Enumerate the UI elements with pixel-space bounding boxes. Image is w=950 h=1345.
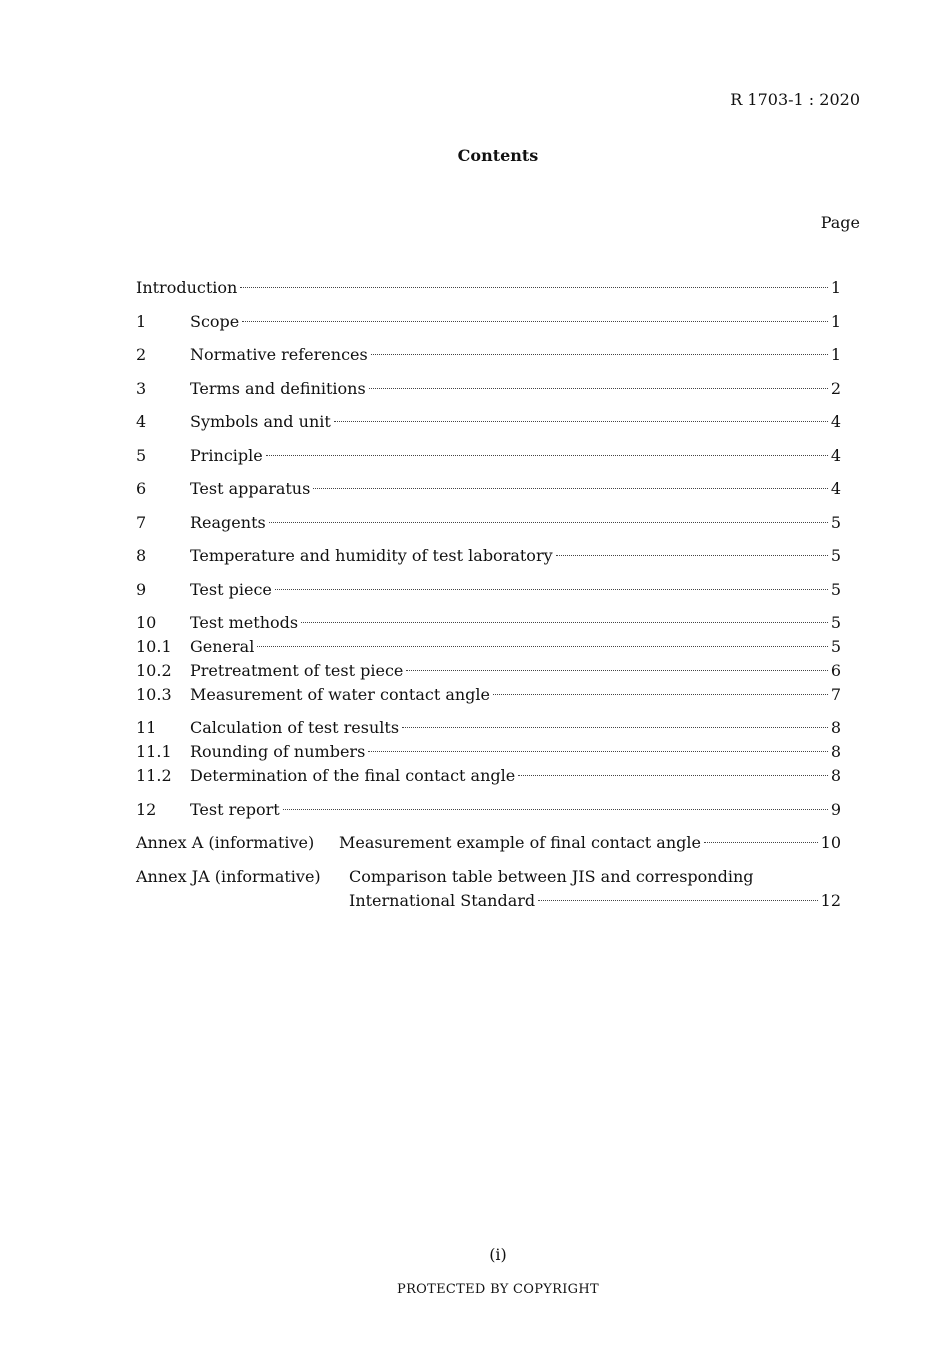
toc-entry-label: Measurement of water contact angle	[190, 685, 491, 704]
toc-entry-page: 8	[830, 742, 841, 761]
toc-entry-number: 3	[136, 379, 147, 398]
toc-entry-label: Normative references	[190, 345, 368, 364]
toc-entry[interactable]	[136, 612, 841, 634]
dot-leader	[266, 455, 828, 456]
toc-entry-number: 10.2	[136, 661, 172, 680]
dot-leader	[334, 421, 828, 422]
toc-entry[interactable]	[136, 799, 841, 821]
toc-entry-label: Test piece	[190, 580, 272, 599]
toc-entry[interactable]	[136, 311, 841, 333]
toc-entry-number: 12	[136, 800, 157, 819]
toc-annex-entry-continued[interactable]	[349, 890, 841, 912]
toc-entry-label: Symbols and unit	[190, 412, 331, 431]
toc-entry[interactable]	[136, 445, 841, 467]
toc-entry-page: 9	[830, 800, 841, 819]
toc-entry[interactable]	[136, 344, 841, 366]
toc-entry-page: 5	[830, 637, 841, 656]
toc-annex-entry[interactable]	[136, 832, 841, 854]
toc-entry-number: 8	[136, 546, 147, 565]
dot-leader	[301, 622, 828, 623]
dot-leader	[704, 842, 818, 843]
toc-entry[interactable]	[136, 684, 841, 706]
toc-entry[interactable]	[136, 411, 841, 433]
dot-leader	[275, 589, 828, 590]
toc-entry-page: 4	[830, 479, 841, 498]
toc-entry-number: 5	[136, 446, 147, 465]
toc-annex-entry[interactable]	[136, 866, 349, 888]
dot-leader	[371, 354, 828, 355]
toc-entry-number: 9	[136, 580, 147, 599]
annex-title-line1: Comparison table between JIS and corresponding	[349, 867, 754, 886]
toc-entry[interactable]	[136, 660, 841, 682]
dot-leader	[257, 646, 827, 647]
dot-leader	[368, 751, 828, 752]
page-title: Contents	[457, 146, 539, 165]
toc-entry-label: Introduction	[136, 278, 238, 297]
toc-entry-number: 11.2	[136, 766, 172, 785]
toc-entry-page: 5	[830, 546, 841, 565]
toc-entry[interactable]	[136, 478, 841, 500]
toc-entry-label: Scope	[190, 312, 240, 331]
toc-entry-number: 6	[136, 479, 147, 498]
toc-entry[interactable]	[136, 765, 841, 787]
toc-entry-number: 11.1	[136, 742, 172, 761]
dot-leader	[269, 522, 828, 523]
toc-entry-label: Temperature and humidity of test laboratory	[190, 546, 553, 565]
document-code: R 1703-1 : 2020	[730, 90, 860, 109]
toc-entry-page: 5	[830, 513, 841, 532]
toc-entry-page: 4	[830, 446, 841, 465]
toc-entry-page: 2	[830, 379, 841, 398]
toc-entry[interactable]	[136, 512, 841, 534]
dot-leader	[493, 694, 828, 695]
toc-entry[interactable]	[136, 717, 841, 739]
toc-entry-page: 1	[830, 312, 841, 331]
dot-leader	[240, 287, 827, 288]
annex-title: Measurement example of final contact angle	[339, 833, 701, 852]
dot-leader	[406, 670, 827, 671]
dot-leader	[518, 775, 828, 776]
page-column-heading: Page	[820, 213, 860, 232]
toc-entry-page: 7	[830, 685, 841, 704]
toc-entry-label: Determination of the final contact angle	[190, 766, 516, 785]
dot-leader	[556, 555, 828, 556]
annex-title-line2: International Standard	[349, 891, 536, 910]
toc-entry-page: 5	[830, 613, 841, 632]
toc-entry-label: Rounding of numbers	[190, 742, 366, 761]
dot-leader	[242, 321, 828, 322]
copyright-notice: PROTECTED BY COPYRIGHT	[397, 1282, 599, 1297]
toc-entry-page: 8	[830, 766, 841, 785]
toc-entry-number: 10.1	[136, 637, 172, 656]
dot-leader	[313, 488, 827, 489]
dot-leader	[402, 727, 828, 728]
toc-entry[interactable]	[136, 741, 841, 763]
toc-entry-label: Pretreatment of test piece	[190, 661, 404, 680]
toc-entry-label: Test report	[190, 800, 280, 819]
toc-entry-number: 7	[136, 513, 147, 532]
toc-entry-number: 1	[136, 312, 147, 331]
toc-entry-label: Terms and definitions	[190, 379, 366, 398]
toc-entry-page: 1	[830, 278, 841, 297]
dot-leader	[369, 388, 828, 389]
annex-label: Annex A (informative)	[136, 833, 315, 852]
toc-entry-page: 10	[820, 833, 841, 852]
dot-leader	[538, 900, 817, 901]
dot-leader	[283, 809, 828, 810]
toc-entry-number: 11	[136, 718, 157, 737]
toc-entry-number: 10.3	[136, 685, 172, 704]
toc-entry-page: 5	[830, 580, 841, 599]
toc-entry[interactable]	[136, 378, 841, 400]
toc-entry-label: Principle	[190, 446, 263, 465]
toc-entry[interactable]	[136, 545, 841, 567]
toc-entry-number: 4	[136, 412, 147, 431]
toc-entry-label: Reagents	[190, 513, 266, 532]
toc-entry-page: 12	[820, 891, 841, 910]
toc-entry[interactable]	[136, 636, 841, 658]
toc-entry-label: Calculation of test results	[190, 718, 400, 737]
toc-entry[interactable]	[136, 579, 841, 601]
toc-entry-page: 8	[830, 718, 841, 737]
toc-entry-page: 4	[830, 412, 841, 431]
annex-label: Annex JA (informative)	[136, 867, 321, 886]
toc-entry-label: Test apparatus	[190, 479, 311, 498]
toc-entry-page: 1	[830, 345, 841, 364]
toc-entry-number: 2	[136, 345, 147, 364]
toc-entry-number: 10	[136, 613, 157, 632]
toc-entry[interactable]	[136, 277, 841, 299]
toc-entry-label: Test methods	[190, 613, 299, 632]
toc-entry-label: General	[190, 637, 255, 656]
page-folio: (i)	[489, 1245, 507, 1264]
toc-entry-page: 6	[830, 661, 841, 680]
